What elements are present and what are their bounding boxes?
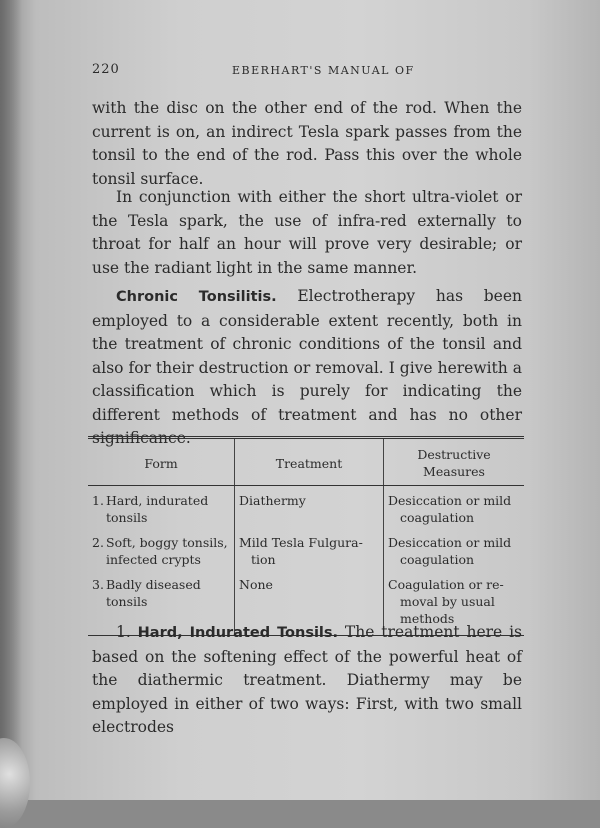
form-line: Soft, boggy tonsils,: [106, 535, 228, 550]
treatment-line: Diathermy: [239, 493, 306, 508]
column-header-destructive-measures: Destructive Measures: [384, 439, 525, 486]
thumb-shadow: [0, 738, 30, 828]
page-number: 220: [92, 62, 120, 77]
dm-line: coagulation: [400, 552, 475, 567]
dm-line: coagulation: [400, 510, 475, 525]
dm-line: Coagulation or re-: [388, 577, 504, 592]
row-number: 1.: [92, 493, 104, 508]
form-line: tonsils: [106, 510, 148, 525]
column-header-form: Form: [88, 439, 235, 486]
table-row: [88, 528, 524, 570]
cell-form: [88, 528, 235, 570]
cell-form: [88, 486, 235, 529]
dm-line: methods: [400, 611, 455, 626]
row-number: 3.: [92, 577, 104, 592]
cell-treatment: [235, 486, 384, 529]
dm-line: Desiccation or mild: [388, 493, 512, 508]
section-heading-chronic-tonsilitis: Chronic Tonsilitis.: [116, 289, 277, 305]
cell-destructive-measures: [384, 528, 525, 570]
cell-destructive-measures: [384, 486, 525, 529]
page-header: [92, 62, 522, 82]
classification-table: [88, 436, 524, 636]
paragraph-1: with the disc on the other end of the rod. When the current is on, an indirect Tesla spark passes from the tonsil to the end of the rod. Pass this over the whole tonsil surface.: [92, 99, 522, 188]
form-line: Badly diseased: [106, 577, 201, 592]
paragraph-chronic-tonsilitis: [92, 285, 522, 451]
binding-shadow: [0, 0, 22, 800]
form-line: infected crypts: [106, 552, 201, 567]
cell-treatment: [235, 528, 384, 570]
dm-line: moval by usual: [400, 594, 495, 609]
column-header-treatment: Treatment: [235, 439, 384, 486]
paragraph-3-body: Electrotherapy has been employed to a considerable extent recently, both in the treatment of chronic conditions of the tonsil and also for their destruction or removal. I give herewith a classification which is purely for indicating the different methods of treatment and has no other significance.: [92, 287, 522, 447]
section-number: 1.: [116, 623, 131, 641]
form-line: Hard, indurated: [106, 493, 209, 508]
paragraph-2: In conjunction with either the short ultra-violet or the Tesla spark, the use of infra-red externally to throat for half an hour will prove very desirable; or use the radiant light in the same manner.: [92, 188, 522, 277]
table-row: [88, 486, 524, 529]
row-number: 2.: [92, 535, 104, 550]
section-heading-hard-indurated-tonsils: Hard, Indurated Tonsils.: [137, 625, 339, 641]
form-line: tonsils: [106, 594, 148, 609]
treatment-line: tion: [251, 552, 276, 567]
treatment-line: None: [239, 577, 273, 592]
paragraph-hard-indurated-tonsils: [92, 621, 522, 740]
paragraph-4-body: The treatment here is based on the softening effect of the powerful heat of the diathermic treatment. Diathermy may be employed in either of two ways: First, with two small electrodes: [92, 623, 522, 736]
treatment-line: Mild Tesla Fulgura-: [239, 535, 363, 550]
dm-line: Desiccation or mild: [388, 535, 512, 550]
running-title: EBERHART'S MANUAL OF: [232, 64, 415, 77]
